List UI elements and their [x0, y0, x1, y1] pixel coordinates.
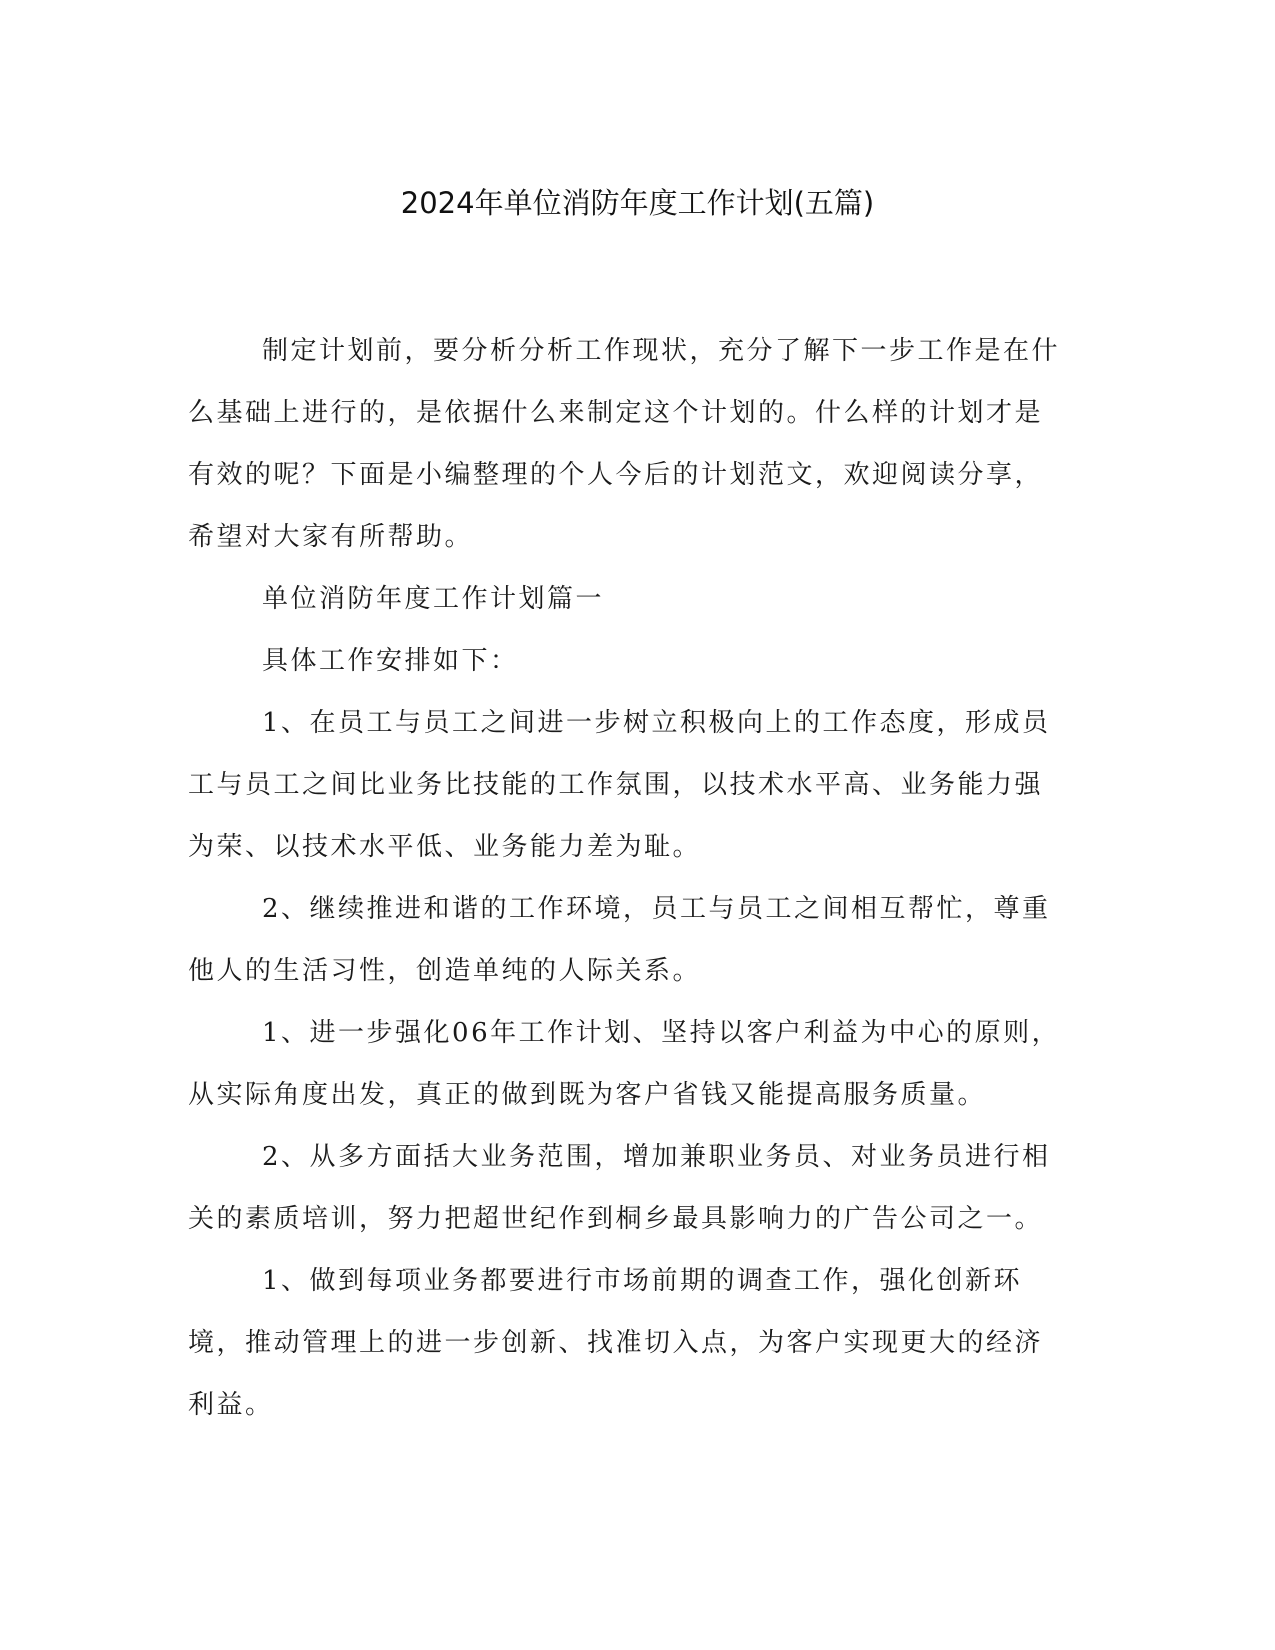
- paragraph-item-4: 2、从多方面括大业务范围，增加兼职业务员、对业务员进行相关的素质培训，努力把超世纪作到桐乡最具影响力的广告公司之一。: [188, 1142, 1051, 1234]
- paragraph-item-1: 1、在员工与员工之间进一步树立积极向上的工作态度，形成员工与员工之间比业务比技能的工作氛围，以技术水平高、业务能力强为荣、以技术水平低、业务能力差为耻。: [188, 708, 1051, 862]
- intro-paragraph: 制定计划前，要分析分析工作现状，充分了解下一步工作是在什么基础上进行的，是依据什么来制定这个计划的。什么样的计划才是有效的呢？下面是小编整理的个人今后的计划范文，欢迎阅读分享，希望对大家有所帮助。: [188, 336, 1061, 552]
- paragraph-item-2: 2、继续推进和谐的工作环境，员工与员工之间相互帮忙，尊重他人的生活习性，创造单纯的人际关系。: [188, 894, 1051, 986]
- paragraph-item-3: 1、进一步强化06年工作计划、坚持以客户利益为中心的原则，从实际角度出发，真正的做到既为客户省钱又能提高服务质量。: [188, 1018, 1061, 1110]
- document-title: 2024年单位消防年度工作计划(五篇): [400, 186, 875, 220]
- work-arrangement-heading: 具体工作安排如下：: [262, 646, 519, 676]
- paragraph-item-5: 1、做到每项业务都要进行市场前期的调查工作，强化创新环境，推动管理上的进一步创新、找准切入点，为客户实现更大的经济利益。: [188, 1266, 1044, 1420]
- document-body: [188, 320, 1068, 1436]
- section-heading: 单位消防年度工作计划篇一: [262, 584, 605, 614]
